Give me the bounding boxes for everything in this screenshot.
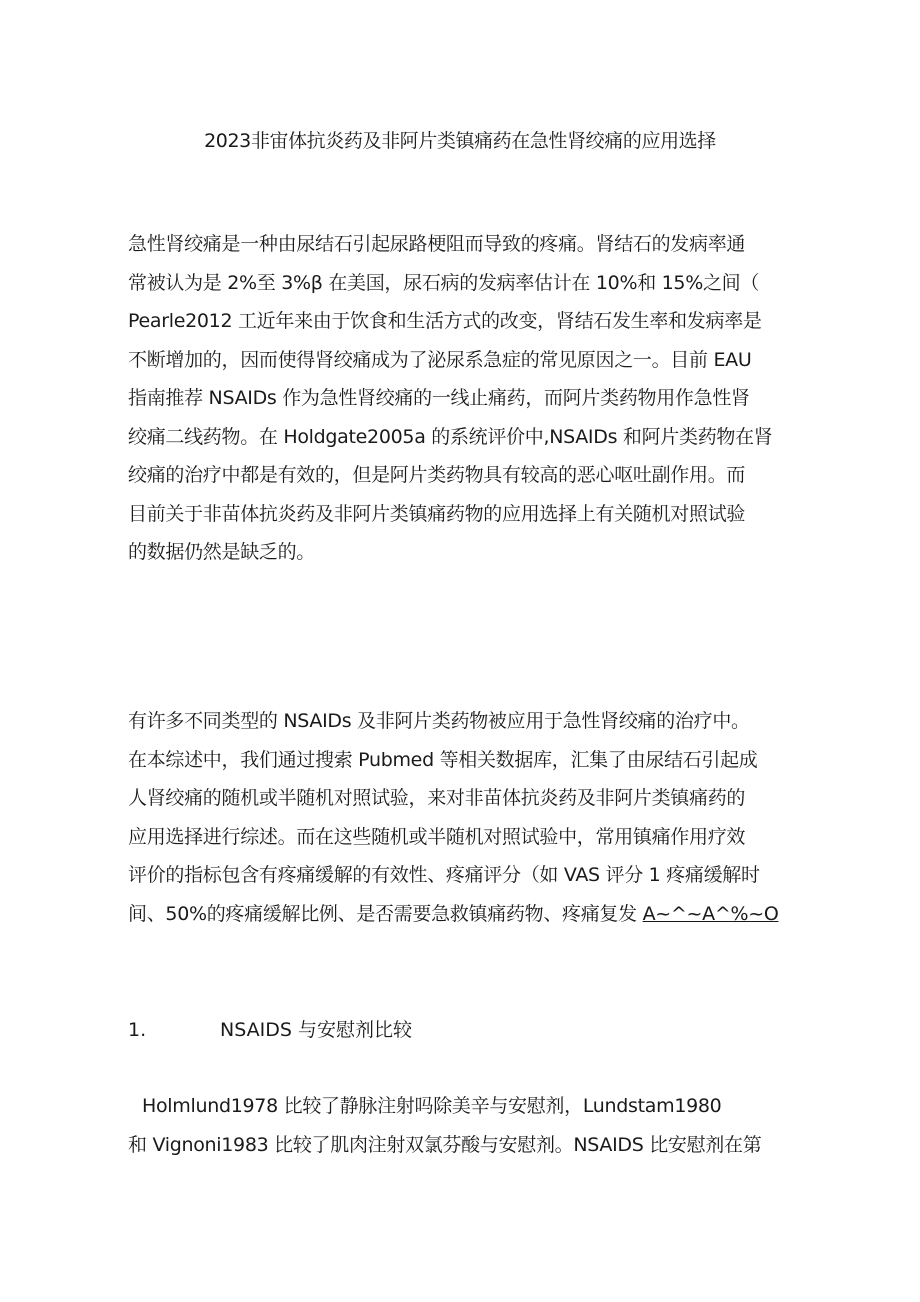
text-line: 绞痛二线药物。在 Holdgate2005a 的系统评价中,NSAIDs 和阿片类药物在肾	[128, 425, 773, 448]
text-line: 在本综述中，我们通过搜索 Pubmed 等相关数据库，汇集了由尿结石引起成	[128, 748, 758, 771]
text-line: Pearle2012 工近年来由于饮食和生活方式的改变，肾结石发生率和发病率是	[128, 310, 762, 332]
paragraph-section1	[128, 1087, 800, 1164]
text-line: 评价的指标包含有疼痛缓解的有效性、疼痛评分（如 VAS 评分 1 疼痛缓解时	[128, 864, 760, 886]
text-line: 和 Vignoni1983 比较了肌肉注射双氯芬酸与安慰剂。NSAIDS 比安慰剂在第	[128, 1133, 762, 1156]
text-line: 应用选择进行综述。而在这些随机或半随机对照试验中，常用镇痛作用疗效	[128, 825, 746, 848]
section-number: 1.	[128, 1019, 147, 1041]
document-title: 2023非宙体抗炎药及非阿片类镇痛药在急性肾绞痛的应用选择	[204, 130, 716, 152]
text-line: 有许多不同类型的 NSAIDs 及非阿片类药物被应用于急性肾绞痛的治疗中。	[128, 710, 750, 732]
text-line: 指南推荐 NSAIDs 作为急性肾绞痛的一线止痛药，而阿片类药物用作急性肾	[128, 387, 750, 409]
text-line: Holmlund1978 比较了静脉注射吗除美辛与安慰剂，Lundstam1980	[142, 1095, 722, 1117]
text-line-last	[128, 895, 800, 934]
text-line: 不断增加的，因而使得肾绞痛成为了泌尿系急症的常见原因之一。目前 EAU	[128, 348, 752, 371]
text-line: 绞痛的治疗中都是有效的，但是阿片类药物具有较高的恶心呕吐副作用。而	[128, 464, 746, 486]
section-title: NSAIDS 与安慰剂比较	[220, 1019, 412, 1041]
section-heading	[128, 1015, 800, 1045]
text-segment: 间、50%的疼痛缓解比例、是否需要急救镇痛药物、疼痛复发	[128, 902, 643, 925]
text-line: 常被认为是 2%至 3%β 在美国，尿石病的发病率估计在 10%和 15%之间（	[128, 271, 760, 294]
text-line: 的数据仍然是缺乏的。	[128, 541, 316, 563]
paragraph-intro	[128, 225, 800, 572]
paragraph-review-scope	[128, 702, 800, 933]
underlined-text: A~^~A^%~O	[642, 902, 779, 925]
text-line: 人肾绞痛的随机或半随机对照试验，来对非苗体抗炎药及非阿片类镇痛药的	[128, 787, 746, 809]
text-line: 急性肾绞痛是一种由尿结石引起尿路梗阻而导致的疼痛。肾结石的发病率通	[128, 233, 746, 255]
text-line: 目前关于非苗体抗炎药及非阿片类镇痛药物的应用选择上有关随机对照试验	[128, 502, 746, 525]
